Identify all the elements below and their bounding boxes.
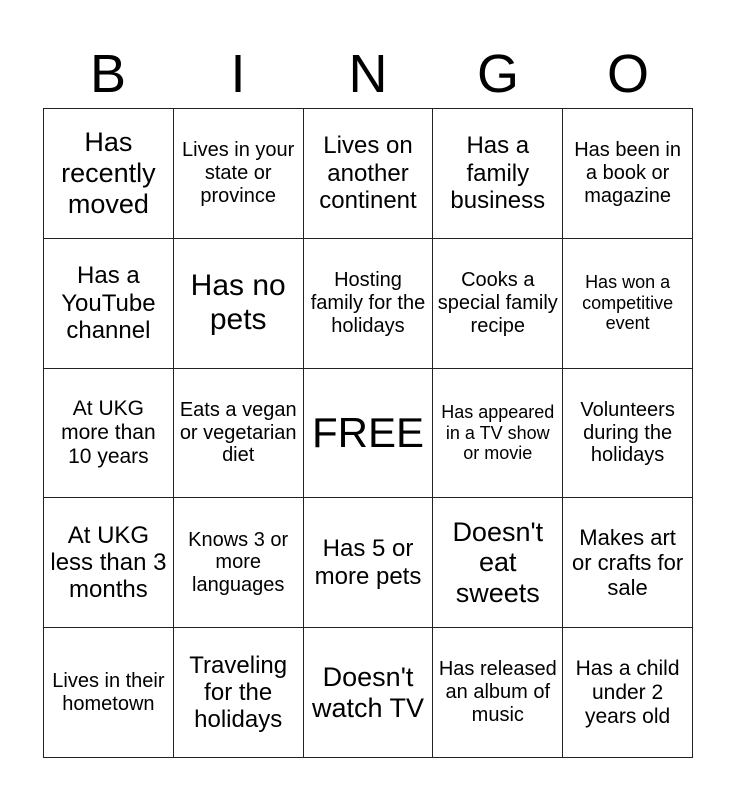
cell-text: Traveling for the holidays — [189, 651, 288, 734]
header-letter-o: O — [606, 44, 649, 104]
cell-text: Doesn't eat sweets — [452, 516, 544, 609]
bingo-header — [43, 42, 693, 106]
cell-text: Has a child under 2 years old — [575, 656, 680, 728]
bingo-cell-r1c2[interactable] — [174, 109, 304, 239]
cell-text: Doesn't watch TV — [311, 661, 425, 723]
bingo-cell-r3c1[interactable] — [44, 369, 174, 499]
bingo-cell-r2c1[interactable] — [44, 239, 174, 369]
bingo-cell-r2c2[interactable] — [174, 239, 304, 369]
bingo-cell-r4c1[interactable] — [44, 498, 174, 628]
bingo-card-grid — [43, 108, 693, 758]
bingo-cell-r1c3[interactable] — [304, 109, 434, 239]
bingo-cell-r4c4[interactable] — [433, 498, 563, 628]
bingo-cell-r3c2[interactable] — [174, 369, 304, 499]
bingo-cell-r5c1[interactable] — [44, 628, 174, 758]
bingo-cell-r2c4[interactable] — [433, 239, 563, 369]
bingo-cell-r3c3[interactable] — [304, 369, 434, 499]
cell-text: Eats a vegan or vegetarian diet — [179, 398, 297, 467]
cell-text: Knows 3 or more languages — [188, 528, 289, 597]
cell-text: Cooks a special family recipe — [437, 269, 558, 337]
cell-text: At UKG more than 10 years — [61, 397, 156, 468]
cell-text: Has won a competitive event — [582, 272, 674, 334]
header-letter-i: I — [230, 44, 246, 104]
bingo-cell-r1c5[interactable] — [563, 109, 693, 239]
bingo-cell-r2c5[interactable] — [563, 239, 693, 369]
cell-text: Volunteers during the holidays — [580, 398, 675, 467]
cell-text: Has no pets — [190, 269, 286, 337]
cell-text: Makes art or crafts for sale — [571, 525, 684, 601]
free-space: FREE — [311, 409, 424, 457]
bingo-cell-r1c4[interactable] — [433, 109, 563, 239]
bingo-cell-r5c5[interactable] — [563, 628, 693, 758]
cell-text: Has recently moved — [61, 127, 156, 219]
cell-text: Has a family business — [450, 132, 546, 215]
cell-text: Has released an album of music — [438, 658, 557, 726]
cell-text: Has 5 or more pets — [314, 535, 422, 590]
cell-text: Hosting family for the holidays — [310, 269, 426, 337]
bingo-cell-r5c2[interactable] — [174, 628, 304, 758]
bingo-cell-r5c4[interactable] — [433, 628, 563, 758]
bingo-cell-r4c5[interactable] — [563, 498, 693, 628]
cell-text: Has been in a book or magazine — [574, 139, 681, 207]
bingo-cell-r2c3[interactable] — [304, 239, 434, 369]
bingo-cell-r4c2[interactable] — [174, 498, 304, 628]
cell-text: At UKG less than 3 months — [50, 521, 167, 604]
cell-text: Has a YouTube channel — [61, 262, 156, 344]
cell-text: Lives in their hometown — [52, 669, 165, 715]
cell-text: Has appeared in a TV show or movie — [441, 402, 555, 464]
cell-text: Lives in your state or province — [182, 139, 295, 207]
bingo-cell-r4c3[interactable] — [304, 498, 434, 628]
cell-text: Lives on another continent — [319, 132, 417, 215]
header-letter-g: G — [476, 44, 519, 104]
bingo-cell-r3c4[interactable] — [433, 369, 563, 499]
bingo-cell-r5c3[interactable] — [304, 628, 434, 758]
bingo-cell-r1c1[interactable] — [44, 109, 174, 239]
header-letter-b: B — [89, 44, 127, 104]
bingo-cell-r3c5[interactable] — [563, 369, 693, 499]
header-letter-n: N — [348, 44, 388, 104]
